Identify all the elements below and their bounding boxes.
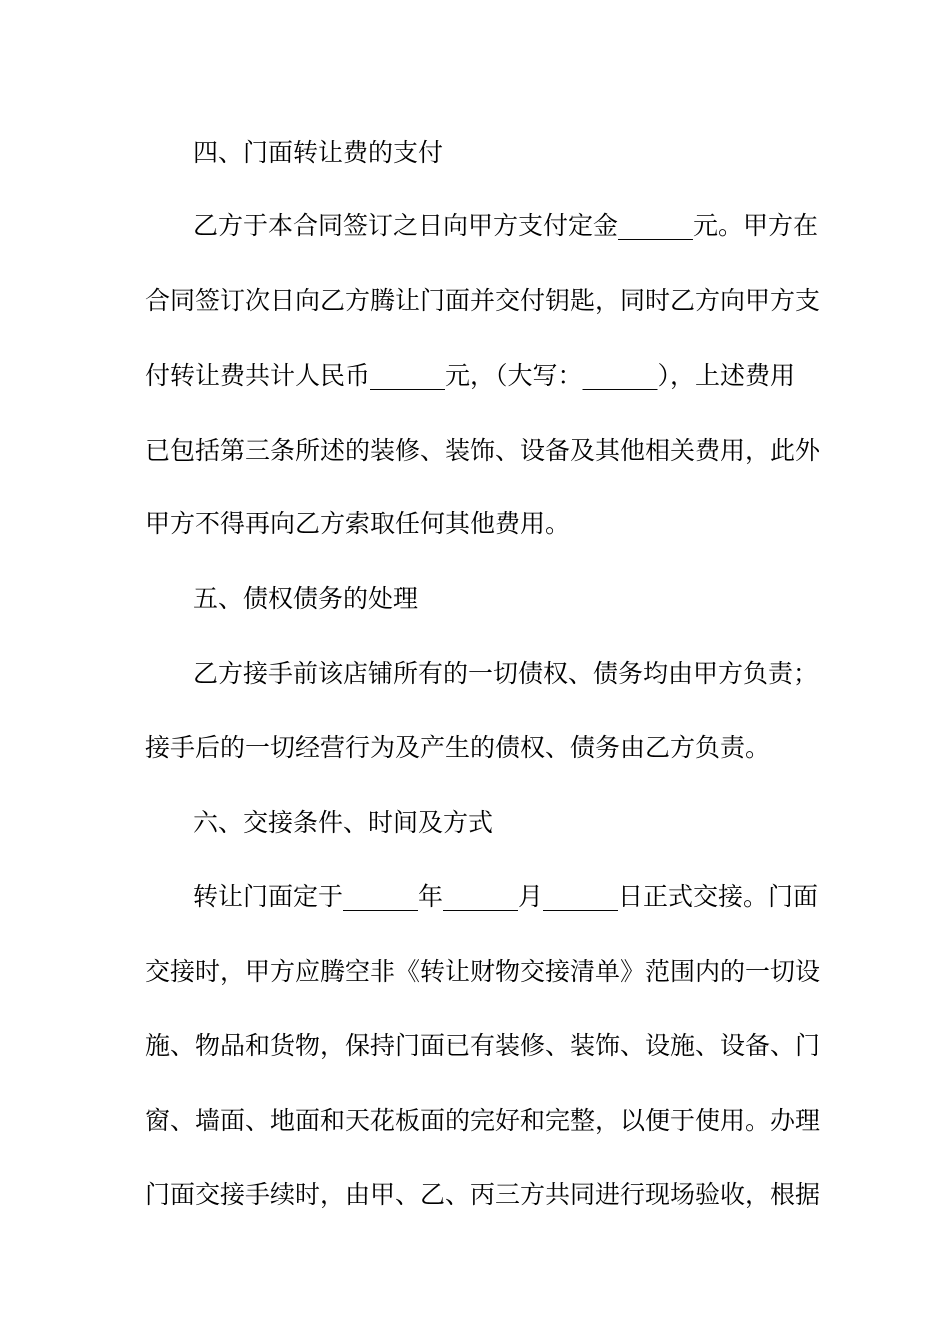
paragraph-line: 乙方接手前该店铺所有的一切债权、债务均由甲方负责；: [193, 659, 819, 688]
paragraph-line: 乙方于本合同签订之日向甲方支付定金______元。甲方在: [193, 211, 819, 240]
paragraph-line: 已包括第三条所述的装修、装饰、设备及其他相关费用，此外: [145, 436, 821, 465]
section-heading-payment: 四、门面转让费的支付: [193, 138, 444, 167]
paragraph-line: 交接时，甲方应腾空非《转让财物交接清单》范围内的一切设: [145, 957, 821, 986]
paragraph-line: 付转让费共计人民币______元，（大写：______），上述费用: [145, 361, 796, 390]
paragraph-line: 接手后的一切经营行为及产生的债权、债务由乙方负责。: [145, 733, 771, 762]
paragraph-line: 转让门面定于______年______月______日正式交接。门面: [193, 882, 819, 911]
paragraph-line: 甲方不得再向乙方索取任何其他费用。: [145, 509, 571, 538]
section-heading-debts: 五、债权债务的处理: [193, 584, 419, 613]
paragraph-line: 窗、墙面、地面和天花板面的完好和完整，以便于使用。办理: [145, 1106, 821, 1135]
paragraph-line: 施、物品和货物，保持门面已有装修、装饰、设施、设备、门: [145, 1031, 821, 1060]
paragraph-line: 门面交接手续时，由甲、乙、丙三方共同进行现场验收，根据: [145, 1180, 821, 1209]
paragraph-line: 合同签订次日向乙方腾让门面并交付钥匙，同时乙方向甲方支: [145, 286, 821, 315]
section-heading-handover: 六、交接条件、时间及方式: [193, 808, 494, 837]
